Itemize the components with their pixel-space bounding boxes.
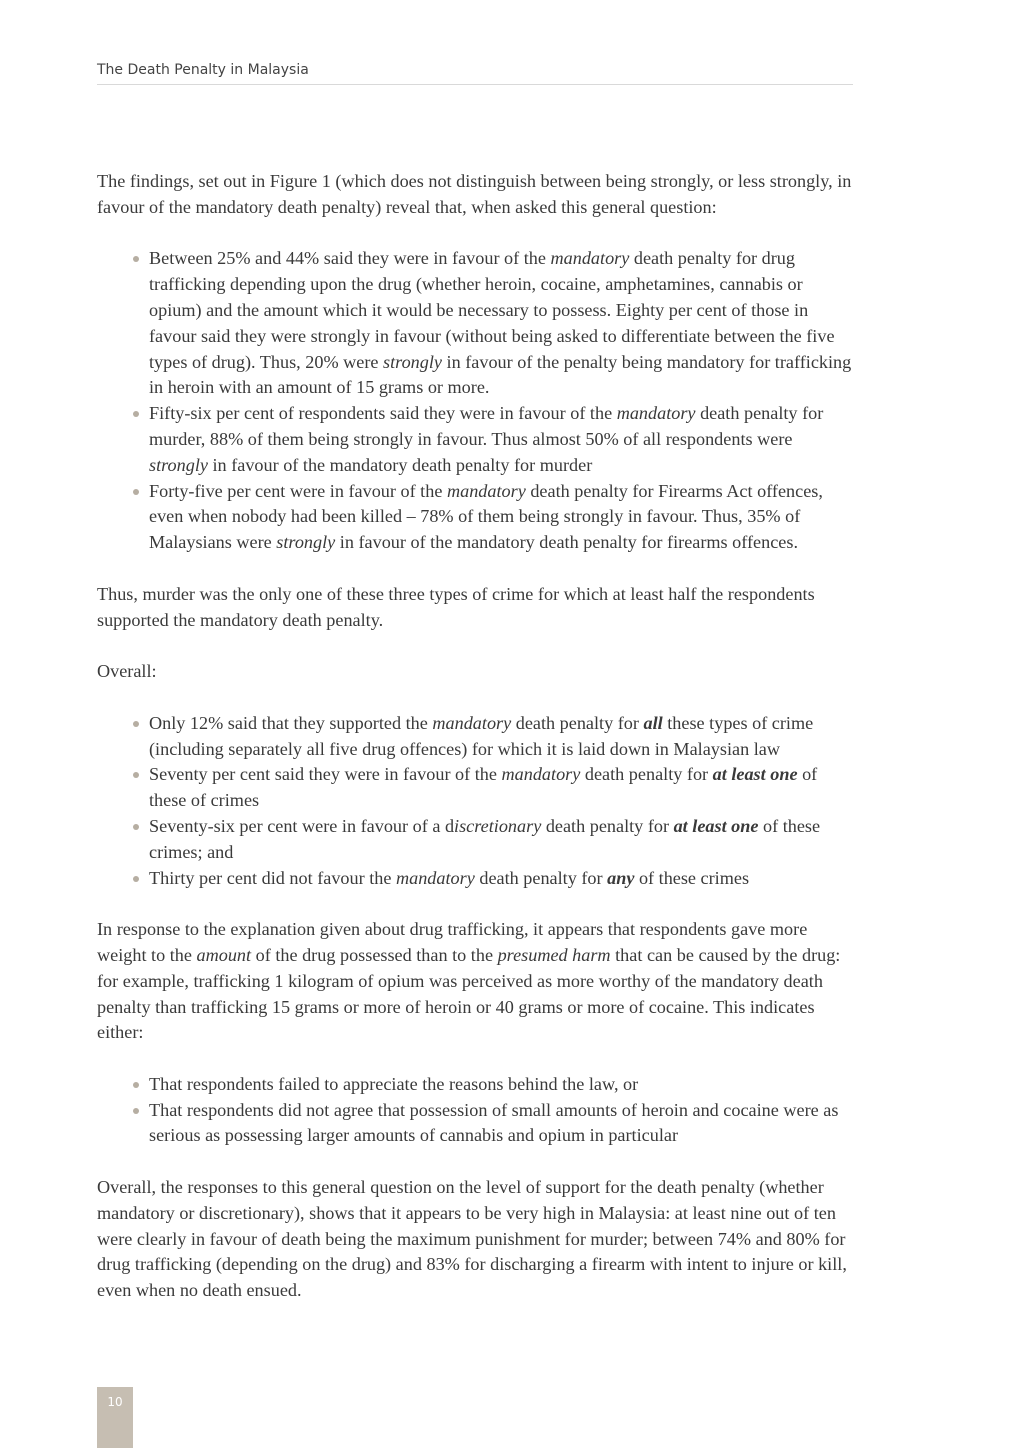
overall-label: Overall: bbox=[97, 661, 157, 682]
overall-list bbox=[97, 711, 855, 892]
intro-paragraph: The findings, set out in Figure 1 (which does not distinguish between being strongly, or less strongly, in favour of the mandatory death penalty) reveal that, when asked this general question: bbox=[97, 171, 852, 217]
bullet-icon bbox=[133, 721, 139, 727]
list-item: Thirty per cent did not favour the mandatory death penalty for any of these crimes bbox=[149, 866, 855, 892]
list-item: Forty-five per cent were in favour of the mandatory death penalty for Firearms Act offences, even when nobody had been killed – 78% of them being strongly in favour. Thus, 35% of Malaysians were strongly in favour of the mandatory death penalty for firearms offences. bbox=[149, 479, 855, 556]
running-header-title: The Death Penalty in Malaysia bbox=[97, 62, 309, 78]
page-number-tab bbox=[97, 1387, 133, 1448]
drug-paragraph: In response to the explanation given about drug trafficking, it appears that respondents gave more weight to the amount of the drug possessed than to the presumed harm that can be caused by the drug: for example, trafficking 1 kilogram of opium was perceived as more worthy of the mandatory death penalty than trafficking 15 grams or more of heroin or 40 grams or more of cocaine. This indicates either: bbox=[97, 919, 841, 1043]
list-item: Fifty-six per cent of respondents said they were in favour of the mandatory death penalty for murder, 88% of them being strongly in favour. Thus almost 50% of all respondents were strongly in favour of the mandatory death penalty for murder bbox=[149, 401, 855, 478]
bullet-icon bbox=[133, 1082, 139, 1088]
body-content bbox=[97, 169, 855, 1330]
list-item: Seventy per cent said they were in favour of the mandatory death penalty for at least one of these of crimes bbox=[149, 762, 855, 814]
findings-list bbox=[97, 246, 855, 556]
murder-paragraph: Thus, murder was the only one of these three types of crime for which at least half the respondents supported the mandatory death penalty. bbox=[97, 583, 815, 630]
list-item: Seventy-six per cent were in favour of a discretionary death penalty for at least one of these crimes; and bbox=[149, 814, 855, 866]
page-number: 10 bbox=[107, 1395, 123, 1409]
either-list bbox=[97, 1072, 855, 1149]
bullet-icon bbox=[133, 1108, 139, 1114]
list-item: Only 12% said that they supported the mandatory death penalty for all these types of crime (including separately all five drug offences) for which it is laid down in Malaysian law bbox=[149, 711, 855, 763]
bullet-icon bbox=[133, 824, 139, 830]
bullet-icon bbox=[133, 256, 139, 262]
running-header bbox=[97, 62, 853, 85]
list-item: That respondents failed to appreciate the reasons behind the law, or bbox=[149, 1072, 855, 1098]
conclusion-paragraph: Overall, the responses to this general question on the level of support for the death penalty (whether mandatory or discretionary), shows that it appears to be very high in Malaysia: at least nine out of ten were clearly in favour of death being the maximum punishment for murder; between 74% and 80% for drug trafficking (depending on the drug) and 83% for discharging a firearm with intent to injure or kill, even when no death ensued. bbox=[97, 1177, 847, 1301]
bullet-icon bbox=[133, 489, 139, 495]
bullet-icon bbox=[133, 772, 139, 778]
list-item: Between 25% and 44% said they were in favour of the mandatory death penalty for drug trafficking depending upon the drug (whether heroin, cocaine, amphetamines, cannabis or opium) and the amount which it would be necessary to possess. Eighty per cent of those in favour said they were strongly in favour (without being asked to differentiate between the five types of drug). Thus, 20% were strongly in favour of the penalty being mandatory for trafficking in heroin with an amount of 15 grams or more. bbox=[149, 246, 855, 401]
list-item: That respondents did not agree that possession of small amounts of heroin and cocaine were as serious as possessing larger amounts of cannabis and opium in particular bbox=[149, 1098, 855, 1150]
bullet-icon bbox=[133, 411, 139, 417]
bullet-icon bbox=[133, 876, 139, 882]
